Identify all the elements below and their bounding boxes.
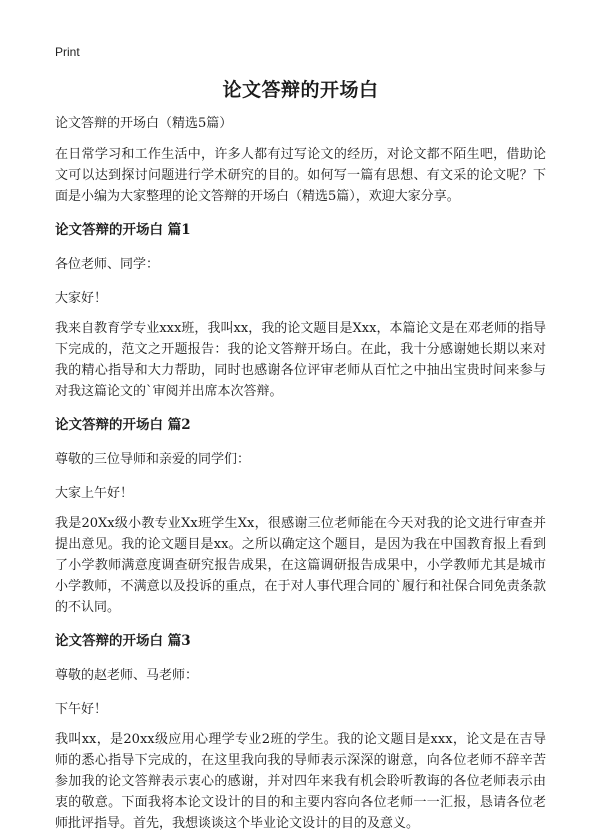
section-heading-3: 论文答辩的开场白 篇3	[55, 633, 191, 649]
section-1-salutation: 大家好！	[55, 291, 108, 306]
section-heading-1: 论文答辩的开场白 篇1	[55, 222, 191, 238]
print-link[interactable]: Print	[55, 45, 80, 59]
section-2-salutation: 大家上午好！	[55, 486, 134, 501]
document-subtitle: 论文答辩的开场白（精选5篇）	[55, 116, 233, 131]
section-3-greeting: 尊敬的赵老师、马老师：	[55, 668, 199, 683]
page-title: 论文答辩的开场白	[222, 79, 379, 101]
intro-paragraph: 在日常学习和工作生活中，许多人都有过写论文的经历，对论文都不陌生吧，借助论文可以达到探讨问题进行学术研究的目的。如何写一篇有思想、有文采的论文呢？下面是小编为大家整理的论文答辩的开场白（精选5篇），欢迎大家分享。	[55, 147, 546, 204]
section-1-greeting: 各位老师、同学：	[55, 257, 160, 272]
section-3-body: 我叫xx，是20xx级应用心理学专业2班的学生。我的论文题目是xxx，论文是在吉导师的悉心指导下完成的，在这里我向我的导师表示深深的谢意，向各位老师不辞辛苦参加我的论文答辩表示衷心的感谢，并对四年来我有机会聆听教诲的各位老师表示由衷的敬意。下面我将本论文设计的目的和主要内容向各位老师一一汇报，恳请各位老师批评指导。首先，我想谈谈这个毕业论文设计的目的及意义。	[55, 732, 546, 831]
section-3-salutation: 下午好！	[55, 702, 108, 717]
section-2-greeting: 尊敬的三位导师和亲爱的同学们：	[55, 452, 251, 467]
section-heading-2: 论文答辩的开场白 篇2	[55, 417, 191, 433]
section-1-body: 我来自教育学专业xxx班，我叫xx，我的论文题目是Xxx，本篇论文是在邓老师的指导下完成的，范文之开题报告：我的论文答辩开场白。在此，我十分感谢她长期以来对我的精心指导和大力帮助，同时也感谢各位评审老师从百忙之中抽出宝贵时间来参与对我这篇论文的`审阅并出席本次答辩。	[55, 321, 546, 399]
section-2-body: 我是20Xx级小教专业Xx班学生Xx，很感谢三位老师能在今天对我的论文进行审查并提出意见。我的论文题目是xx。之所以确定这个题目，是因为我在中国教育报上看到了小学教师满意度调查研究报告成果，在这篇调研报告成果中，小学教师尤其是城市小学教师，不满意以及投诉的重点，在于对人事代理合同的`履行和社保合同免责条款的不认同。	[55, 516, 546, 615]
